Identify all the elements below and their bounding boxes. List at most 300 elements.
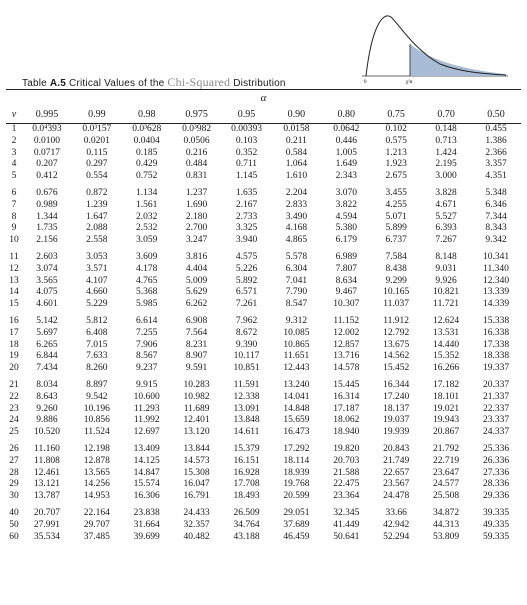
- critical-value-cell: 0.185: [136, 147, 158, 158]
- critical-value-cell: 3.565: [36, 275, 58, 286]
- critical-value-cell: 11.651: [283, 351, 310, 362]
- critical-value-cell: 18.939: [283, 467, 310, 478]
- table-row: [6, 328, 521, 340]
- critical-value-cell: 4.865: [285, 235, 308, 246]
- critical-value-cell: 19.939: [383, 427, 410, 438]
- critical-value-cell: 11.160: [34, 443, 60, 454]
- critical-value-cell: 6.265: [36, 339, 58, 350]
- critical-value-cell: 26.509: [233, 507, 260, 518]
- critical-value-cell: 0.713: [435, 135, 457, 146]
- degrees-of-freedom-cell: 26: [9, 443, 19, 454]
- critical-value-cell: 1.735: [36, 223, 58, 234]
- critical-value-cell: 22.337: [482, 403, 510, 414]
- critical-value-cell: 2.180: [185, 211, 208, 222]
- critical-value-cell: 16.151: [233, 455, 260, 466]
- critical-value-cell: 25.336: [482, 443, 510, 454]
- critical-value-cell: 12.002: [333, 327, 360, 338]
- critical-value-cell: 12.857: [333, 339, 360, 350]
- degrees-of-freedom-cell: 20: [9, 363, 19, 374]
- critical-value-cell: 9.031: [435, 263, 457, 274]
- critical-value-cell: 11.689: [183, 403, 210, 414]
- critical-value-cell: 14.953: [83, 491, 110, 502]
- critical-value-cell: 0.0100: [33, 135, 60, 146]
- critical-value-cell: 10.117: [233, 351, 260, 362]
- critical-value-cell: 9.390: [235, 339, 258, 350]
- critical-value-cell: 5.009: [185, 275, 208, 286]
- critical-value-cell: 7.906: [136, 339, 158, 350]
- critical-value-cell: 20.599: [283, 491, 310, 502]
- critical-value-cell: 9.591: [185, 363, 208, 374]
- critical-value-cell: 3.571: [86, 263, 108, 274]
- critical-value-cell: 12.338: [233, 391, 260, 402]
- critical-value-cell: 16.338: [482, 327, 510, 338]
- critical-value-cell: 1.561: [136, 199, 158, 210]
- critical-value-cell: 10.520: [33, 427, 60, 438]
- degrees-of-freedom-cell: 9: [11, 223, 17, 234]
- critical-value-cell: 8.260: [86, 363, 108, 374]
- critical-value-cell: 20.707: [33, 507, 60, 518]
- critical-value-cell: 6.844: [36, 351, 58, 362]
- critical-value-cell: 3.070: [335, 187, 357, 198]
- degrees-of-freedom-cell: 10: [9, 235, 19, 246]
- critical-value-cell: 10.865: [283, 339, 310, 350]
- critical-value-cell: 9.542: [86, 391, 108, 402]
- critical-value-cell: 10.982: [183, 391, 210, 402]
- critical-value-cell: 37.689: [283, 519, 310, 530]
- table-row: [6, 439, 521, 456]
- critical-value-cell: 0.0158: [283, 124, 310, 134]
- critical-value-cell: 16.344: [383, 379, 410, 390]
- degrees-of-freedom-cell: 18: [9, 339, 19, 350]
- table-row: [6, 171, 521, 183]
- degrees-of-freedom-cell: 17: [9, 327, 19, 338]
- critical-value-cell: 37.485: [83, 531, 110, 542]
- critical-value-cell: 14.611: [233, 427, 260, 438]
- table-row: [6, 520, 521, 532]
- critical-value-cell: 9.886: [36, 415, 58, 426]
- critical-value-cell: 19.820: [333, 443, 360, 454]
- critical-value-cell: 5.697: [36, 327, 58, 338]
- degrees-of-freedom-cell: 11: [9, 251, 19, 262]
- table-row: [6, 468, 521, 480]
- degrees-of-freedom-cell: 1: [11, 124, 17, 134]
- critical-value-cell: 0.0201: [83, 135, 110, 146]
- degrees-of-freedom-cell: 2: [11, 135, 17, 146]
- critical-value-cell: 15.379: [233, 443, 260, 454]
- critical-value-cell: 12.697: [133, 427, 160, 438]
- critical-value-cell: 17.182: [433, 379, 460, 390]
- critical-value-cell: 2.532: [136, 223, 158, 234]
- degrees-of-freedom-cell: 19: [9, 351, 19, 362]
- critical-value-cell: 15.452: [383, 363, 410, 374]
- critical-value-cell: 20.337: [482, 379, 510, 390]
- critical-value-cell: 5.527: [435, 211, 457, 222]
- critical-value-cell: 24.337: [482, 427, 510, 438]
- critical-value-cell: 19.021: [433, 403, 460, 414]
- critical-value-cell: 15.574: [133, 479, 160, 490]
- critical-value-cell: 5.892: [235, 275, 258, 286]
- critical-value-cell: 10.851: [233, 363, 260, 374]
- critical-value-cell: 10.821: [433, 287, 460, 298]
- degrees-of-freedom-cell: 3: [11, 147, 17, 158]
- critical-value-cell: 24.478: [383, 491, 410, 502]
- critical-value-cell: 2.603: [36, 251, 58, 262]
- critical-value-cell: 14.848: [283, 403, 310, 414]
- critical-value-cell: 13.409: [133, 443, 160, 454]
- critical-value-cell: 3.822: [335, 199, 357, 210]
- critical-value-cell: 6.262: [185, 299, 208, 310]
- table-row: [6, 311, 521, 328]
- critical-value-cell: 6.304: [285, 263, 308, 274]
- critical-value-cell: 12.624: [433, 315, 460, 326]
- critical-value-cell: 4.351: [485, 171, 507, 182]
- critical-value-cell: 18.062: [333, 415, 360, 426]
- critical-value-cell: 10.165: [383, 287, 410, 298]
- critical-value-cell: 11.152: [333, 315, 360, 326]
- critical-value-cell: 3.000: [435, 171, 457, 182]
- critical-value-cell: 3.828: [435, 187, 457, 198]
- table-row: [6, 404, 521, 416]
- critical-value-cell: 16.047: [183, 479, 210, 490]
- critical-value-cell: 0.872: [86, 187, 108, 198]
- critical-value-cell: 1.237: [185, 187, 208, 198]
- critical-value-cell: 1.635: [235, 187, 258, 198]
- critical-value-cell: 0.0642: [333, 124, 360, 134]
- critical-value-cell: 7.434: [36, 363, 58, 374]
- critical-value-cell: 11.721: [433, 299, 459, 310]
- critical-value-cell: 1.610: [285, 171, 308, 182]
- figure-origin-label: 0: [364, 80, 367, 84]
- critical-value-cell: 13.844: [183, 443, 210, 454]
- critical-value-cell: 0.0³628: [132, 124, 162, 134]
- critical-value-cell: 18.493: [233, 491, 260, 502]
- table-row: [6, 299, 521, 311]
- critical-value-cell: 0.484: [185, 159, 208, 170]
- critical-value-cell: 2.195: [435, 159, 457, 170]
- critical-value-cell: 6.571: [235, 287, 258, 298]
- table-row: [6, 124, 521, 136]
- critical-value-cell: 21.337: [482, 391, 510, 402]
- critical-value-cell: 6.908: [185, 315, 208, 326]
- critical-value-cell: 13.120: [183, 427, 210, 438]
- critical-value-cell: 43.188: [233, 531, 260, 542]
- critical-value-cell: 23.647: [433, 467, 460, 478]
- critical-value-cell: 19.337: [482, 363, 510, 374]
- critical-value-cell: 34.764: [233, 519, 260, 530]
- critical-value-cell: 0.989: [36, 199, 58, 210]
- critical-value-cell: 8.643: [36, 391, 58, 402]
- degrees-of-freedom-cell: 60: [9, 531, 19, 542]
- critical-value-cell: 3.074: [36, 263, 58, 274]
- critical-value-cell: 39.335: [482, 507, 510, 518]
- critical-value-cell: 5.985: [136, 299, 158, 310]
- critical-value-cell: 11.912: [383, 315, 410, 326]
- table-row: [6, 479, 521, 491]
- degrees-of-freedom-cell: 7: [11, 199, 17, 210]
- critical-value-cell: 40.482: [183, 531, 210, 542]
- column-header-alpha: 0.995: [22, 107, 72, 124]
- critical-value-cell: 7.807: [335, 263, 357, 274]
- degrees-of-freedom-cell: 6: [11, 187, 17, 198]
- table-row: [6, 276, 521, 288]
- critical-value-cell: 3.609: [136, 251, 158, 262]
- critical-value-cell: 10.283: [183, 379, 210, 390]
- critical-value-cell: 22.475: [333, 479, 360, 490]
- critical-value-cell: 4.178: [136, 263, 158, 274]
- critical-value-cell: 10.856: [83, 415, 110, 426]
- critical-value-cell: 22.719: [433, 455, 460, 466]
- critical-value-cell: 3.490: [285, 211, 308, 222]
- critical-value-cell: 3.455: [385, 187, 407, 198]
- critical-value-cell: 14.041: [283, 391, 310, 402]
- critical-value-cell: 3.357: [485, 159, 507, 170]
- critical-value-cell: 4.594: [335, 211, 357, 222]
- degrees-of-freedom-cell: 5: [11, 171, 17, 182]
- critical-value-cell: 31.664: [133, 519, 160, 530]
- critical-value-cell: 50.641: [333, 531, 360, 542]
- figure-critical-label: χ²α: [406, 80, 413, 84]
- critical-value-cell: 22.164: [83, 507, 110, 518]
- critical-value-cell: 19.943: [433, 415, 460, 426]
- critical-value-cell: 10.196: [83, 403, 110, 414]
- critical-value-cell: 10.307: [333, 299, 360, 310]
- critical-value-cell: 15.659: [283, 415, 310, 426]
- critical-value-cell: 2.733: [235, 211, 258, 222]
- table-row: [6, 363, 521, 375]
- critical-value-cell: 1.386: [485, 135, 507, 146]
- critical-value-cell: 4.255: [385, 199, 407, 210]
- critical-value-cell: 11.293: [133, 403, 160, 414]
- top-rule: [6, 89, 521, 90]
- critical-value-cell: 32.357: [183, 519, 210, 530]
- table-row: [6, 159, 521, 171]
- critical-value-cell: 25.508: [433, 491, 460, 502]
- critical-value-cell: 2.156: [36, 235, 58, 246]
- critical-value-cell: 9.299: [385, 275, 407, 286]
- critical-value-cell: 29.707: [83, 519, 110, 530]
- critical-value-cell: 22.657: [383, 467, 410, 478]
- critical-value-cell: 13.091: [233, 403, 260, 414]
- critical-value-cell: 27.991: [33, 519, 60, 530]
- critical-value-cell: 6.614: [136, 315, 158, 326]
- critical-value-cell: 0.752: [136, 171, 158, 182]
- critical-value-cell: 9.342: [485, 235, 507, 246]
- critical-value-cell: 49.335: [482, 519, 510, 530]
- critical-value-cell: 1.647: [86, 211, 108, 222]
- critical-value-cell: 12.878: [83, 455, 110, 466]
- critical-value-cell: 8.343: [485, 223, 507, 234]
- critical-value-cell: 9.237: [136, 363, 158, 374]
- table-row: [6, 200, 521, 212]
- critical-value-cell: 16.266: [433, 363, 460, 374]
- degrees-of-freedom-cell: 13: [9, 275, 19, 286]
- alpha-label: α: [260, 92, 267, 104]
- critical-value-cell: 7.255: [136, 327, 158, 338]
- column-header-alpha: 0.50: [471, 107, 521, 124]
- critical-value-cell: 11.992: [133, 415, 160, 426]
- critical-value-cell: 6.179: [335, 235, 357, 246]
- critical-value-cell: 5.899: [385, 223, 407, 234]
- degrees-of-freedom-cell: 14: [9, 287, 19, 298]
- critical-value-cell: 19.768: [283, 479, 310, 490]
- critical-region-shading: [410, 44, 505, 76]
- critical-value-cell: 35.534: [33, 531, 60, 542]
- column-header-alpha: 0.95: [222, 107, 272, 124]
- critical-value-cell: 11.591: [233, 379, 260, 390]
- critical-value-cell: 2.558: [86, 235, 108, 246]
- critical-value-cell: 23.337: [482, 415, 510, 426]
- critical-value-cell: 4.168: [285, 223, 308, 234]
- critical-value-cell: 5.578: [285, 251, 308, 262]
- degrees-of-freedom-cell: 21: [9, 379, 19, 390]
- critical-value-cell: 4.404: [185, 263, 208, 274]
- critical-value-cell: 4.575: [235, 251, 258, 262]
- critical-value-cell: 0.297: [86, 159, 108, 170]
- critical-value-cell: 1.690: [185, 199, 208, 210]
- critical-value-cell: 6.989: [335, 251, 357, 262]
- critical-value-cell: 1.064: [285, 159, 308, 170]
- critical-value-cell: 7.564: [185, 327, 208, 338]
- critical-value-cell: 0.0404: [133, 135, 160, 146]
- critical-value-cell: 16.473: [283, 427, 310, 438]
- degrees-of-freedom-cell: 30: [9, 491, 19, 502]
- critical-value-cell: 0.412: [36, 171, 58, 182]
- degrees-of-freedom-cell: 15: [9, 299, 19, 310]
- critical-value-cell: 0.0506: [183, 135, 210, 146]
- critical-value-cell: 16.306: [133, 491, 160, 502]
- critical-value-cell: 8.567: [136, 351, 158, 362]
- critical-value-cell: 26.336: [482, 455, 510, 466]
- critical-value-cell: 11.340: [483, 263, 509, 274]
- critical-value-cell: 7.962: [235, 315, 258, 326]
- critical-value-cell: 14.256: [83, 479, 110, 490]
- critical-value-cell: 34.872: [433, 507, 460, 518]
- critical-value-cell: 20.867: [433, 427, 460, 438]
- critical-value-cell: 18.137: [383, 403, 410, 414]
- critical-value-cell: 0.0³157: [82, 124, 112, 134]
- critical-value-cell: 1.005: [335, 147, 357, 158]
- critical-value-cell: 6.408: [86, 327, 108, 338]
- degrees-of-freedom-cell: 27: [9, 455, 19, 466]
- critical-value-cell: 6.393: [435, 223, 457, 234]
- critical-value-cell: 17.292: [283, 443, 310, 454]
- degrees-of-freedom-cell: 12: [9, 263, 19, 274]
- critical-value-cell: 21.792: [433, 443, 460, 454]
- critical-value-cell: 9.467: [335, 287, 357, 298]
- critical-value-cell: 3.053: [86, 251, 108, 262]
- critical-value-cell: 2.088: [86, 223, 108, 234]
- critical-value-cell: 14.440: [433, 339, 460, 350]
- title-number: A.5: [49, 78, 67, 89]
- critical-value-cell: 5.229: [86, 299, 108, 310]
- degrees-of-freedom-cell: 29: [9, 479, 19, 490]
- critical-value-cell: 4.601: [36, 299, 58, 310]
- critical-value-cell: 2.343: [335, 171, 357, 182]
- critical-value-cell: 11.037: [383, 299, 410, 310]
- critical-value-cell: 0.446: [335, 135, 357, 146]
- critical-value-cell: 7.633: [86, 351, 108, 362]
- critical-value-cell: 0.352: [235, 147, 258, 158]
- critical-value-cell: 0.584: [285, 147, 308, 158]
- critical-value-cell: 15.445: [333, 379, 360, 390]
- critical-value-cell: 46.459: [283, 531, 310, 542]
- critical-value-cell: 14.562: [383, 351, 410, 362]
- critical-value-cell: 5.380: [335, 223, 357, 234]
- critical-value-cell: 1.145: [235, 171, 258, 182]
- critical-value-cell: 8.148: [435, 251, 457, 262]
- critical-value-cell: 24.433: [183, 507, 210, 518]
- table-row: [6, 247, 521, 264]
- critical-value-cell: 3.816: [185, 251, 208, 262]
- critical-value-cell: 2.032: [136, 211, 158, 222]
- critical-value-cell: 15.352: [433, 351, 460, 362]
- critical-value-cell: 2.700: [185, 223, 208, 234]
- critical-value-cell: 27.336: [482, 467, 510, 478]
- critical-value-cell: 21.588: [333, 467, 360, 478]
- critical-value-cell: 11.524: [83, 427, 110, 438]
- critical-value-cell: 7.261: [235, 299, 258, 310]
- critical-value-cell: 0.216: [185, 147, 208, 158]
- table-title: [22, 75, 286, 90]
- critical-value-cell: 4.671: [435, 199, 457, 210]
- critical-value-cell: 16.928: [233, 467, 260, 478]
- critical-value-cell: 0.455: [485, 124, 507, 134]
- critical-value-cell: 23.567: [383, 479, 410, 490]
- critical-value-cell: 29.051: [283, 507, 310, 518]
- critical-value-cell: 12.198: [83, 443, 110, 454]
- critical-value-cell: 13.339: [482, 287, 510, 298]
- degrees-of-freedom-cell: 4: [11, 159, 17, 170]
- critical-value-cell: 29.336: [482, 491, 510, 502]
- critical-value-cell: 9.915: [136, 379, 158, 390]
- critical-value-cell: 5.226: [235, 263, 258, 274]
- critical-value-cell: 18.940: [333, 427, 360, 438]
- critical-value-cell: 3.059: [136, 235, 158, 246]
- critical-value-cell: 52.294: [383, 531, 410, 542]
- degrees-of-freedom-cell: 8: [11, 211, 17, 222]
- critical-value-cell: 1.344: [36, 211, 58, 222]
- column-header-alpha: 0.90: [271, 107, 321, 124]
- table-row: [6, 415, 521, 427]
- critical-value-cell: 0.429: [136, 159, 158, 170]
- table-row: [6, 287, 521, 299]
- table-row: [6, 212, 521, 224]
- table-row: [6, 183, 521, 200]
- table-row: [6, 375, 521, 392]
- critical-value-cell: 3.940: [235, 235, 258, 246]
- critical-value-cell: 0.102: [385, 124, 407, 134]
- critical-value-cell: 4.765: [136, 275, 158, 286]
- critical-value-cell: 33.66: [385, 507, 407, 518]
- critical-value-cell: 0.831: [185, 171, 208, 182]
- critical-value-cell: 10.600: [133, 391, 160, 402]
- critical-value-cell: 24.577: [433, 479, 460, 490]
- critical-value-cell: 42.942: [383, 519, 410, 530]
- critical-value-cell: 0.148: [435, 124, 457, 134]
- critical-value-cell: 4.075: [36, 287, 58, 298]
- critical-value-cell: 14.847: [133, 467, 160, 478]
- critical-value-cell: 10.341: [482, 251, 510, 262]
- critical-value-cell: 39.699: [133, 531, 160, 542]
- critical-value-cell: 3.325: [235, 223, 258, 234]
- critical-value-cell: 6.346: [485, 199, 507, 210]
- table-row: [6, 427, 521, 439]
- degrees-of-freedom-cell: 16: [9, 315, 19, 326]
- critical-value-cell: 0.207: [36, 159, 58, 170]
- critical-value-cell: 17.240: [383, 391, 410, 402]
- critical-value-cell: 16.791: [183, 491, 210, 502]
- critical-value-cell: 5.071: [385, 211, 407, 222]
